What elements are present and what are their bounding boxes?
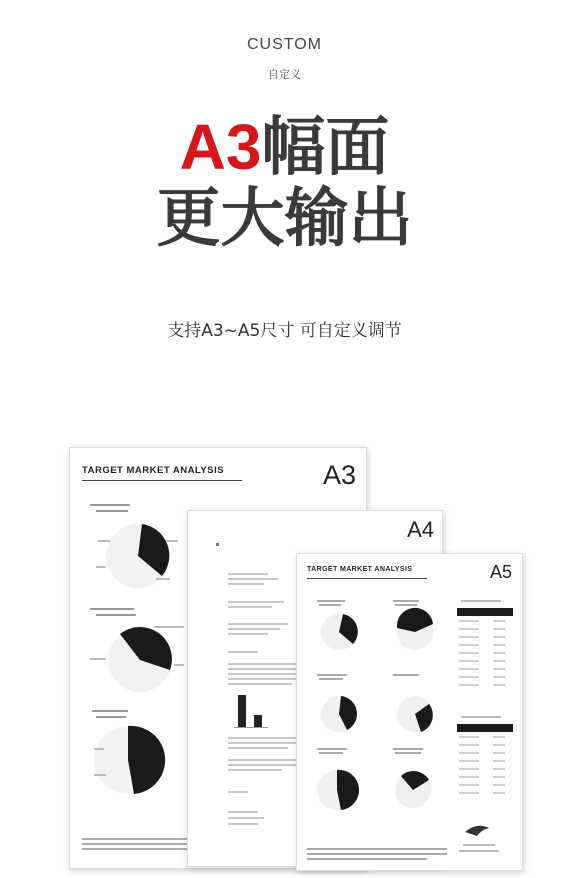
a5-header-rule (307, 578, 427, 579)
a5-artwork (297, 554, 522, 870)
sheet-a5 (296, 553, 523, 871)
headline-line-1 (0, 112, 569, 183)
a3-size-label: A3 (322, 460, 356, 490)
a5-title: TARGET MARKET ANALYSIS (307, 566, 413, 573)
headline-rest: 幅面 (261, 111, 390, 185)
custom-label-cn: 自定义 (268, 68, 301, 81)
headline-line-2: 更大输出 (156, 182, 413, 256)
a4-size-label: A4 (407, 517, 434, 542)
support-sizes-text: 支持A3~A5尺寸 可自定义调节 (167, 321, 402, 341)
a5-size-label: A5 (489, 562, 512, 582)
a3-title: TARGET MARKET ANALYSIS (82, 465, 225, 476)
a3-header-rule (82, 480, 242, 481)
headline-accent: A3 (179, 111, 262, 183)
custom-label: CUSTOM (246, 36, 323, 53)
